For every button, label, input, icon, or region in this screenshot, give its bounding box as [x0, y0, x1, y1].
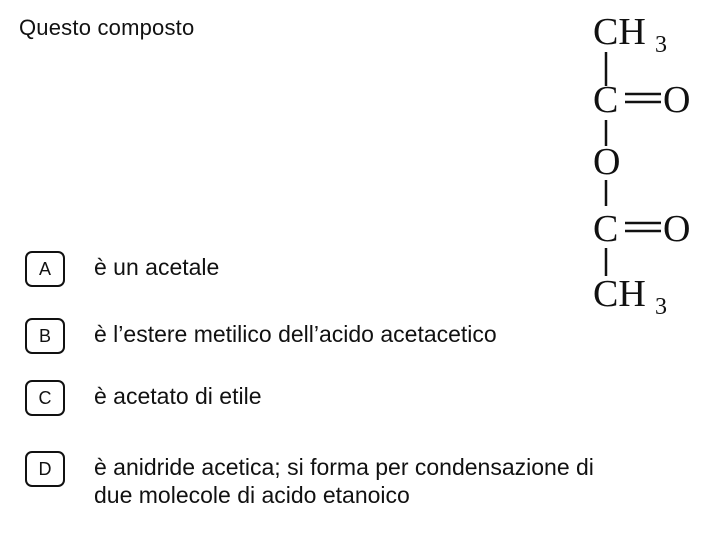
option-letter-box[interactable]: D [25, 451, 65, 487]
carbonyl-1-carbon: C [593, 79, 619, 121]
top-methyl-label: CH [593, 11, 646, 53]
bottom-methyl-subscript: 3 [655, 294, 667, 318]
structural-formula [585, 8, 705, 318]
bridge-oxygen: O [593, 141, 621, 183]
top-methyl-subscript: 3 [655, 32, 667, 58]
option-text-line-2: due molecole di acido etanoico [94, 482, 410, 508]
option-letter-box[interactable]: B [25, 318, 65, 354]
option-letter-box[interactable]: C [25, 380, 65, 416]
option-text-line-1: è anidride acetica; si forma per condensazione di [94, 454, 594, 480]
carbonyl-2-carbon: C [593, 208, 619, 250]
bottom-methyl-label: CH [593, 273, 646, 315]
option-text: è un acetale [94, 254, 220, 280]
option-text [94, 453, 594, 509]
question-prompt: Questo composto [19, 15, 195, 40]
option-letter-box[interactable]: A [25, 251, 65, 287]
carbonyl-2-oxygen: O [663, 208, 691, 250]
option-text: è l’estere metilico dell’acido acetacetico [94, 321, 497, 347]
option-text: è acetato di etile [94, 383, 262, 409]
carbonyl-1-oxygen: O [663, 79, 691, 121]
